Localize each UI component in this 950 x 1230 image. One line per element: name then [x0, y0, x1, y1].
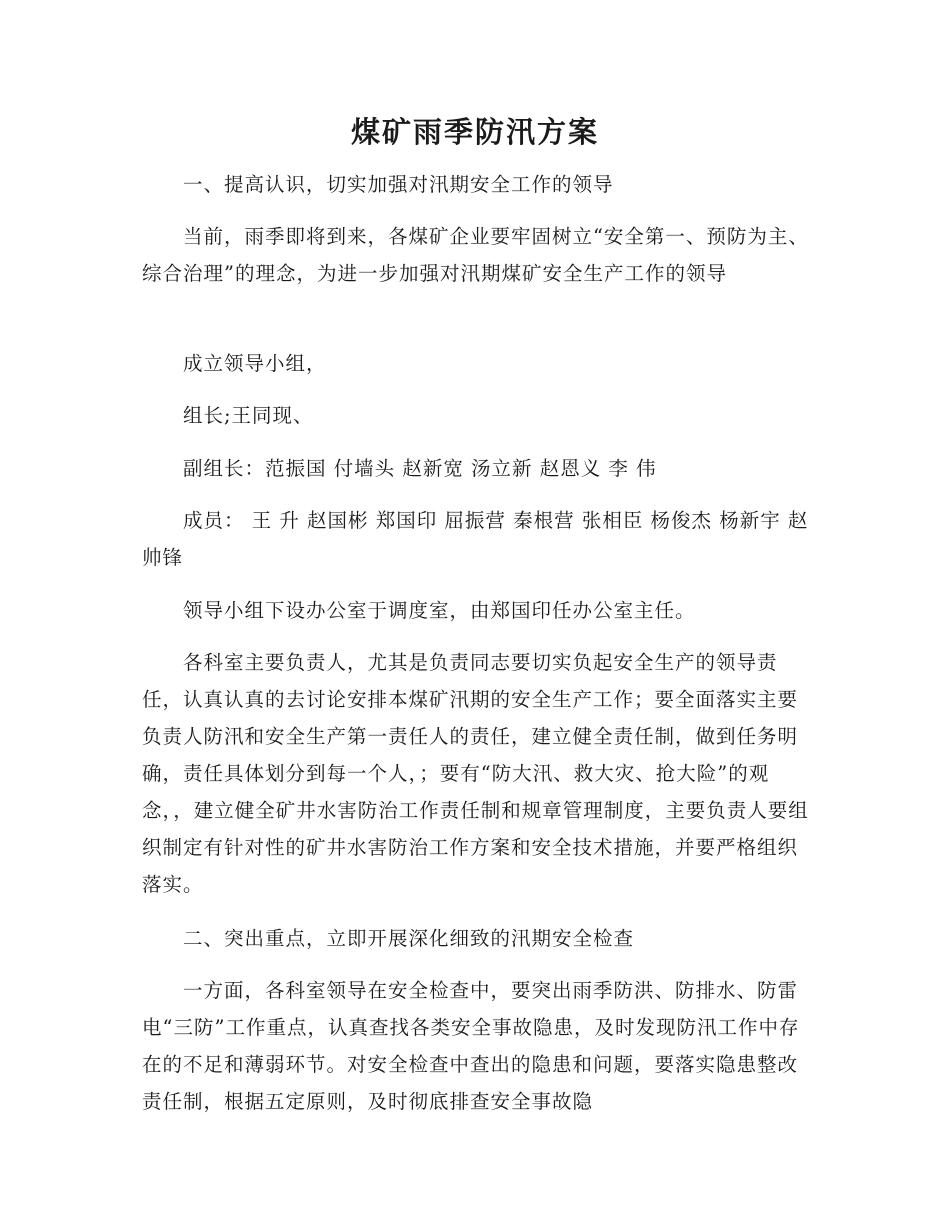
paragraph-group-leader: 组长;王同现、 — [182, 404, 314, 427]
paragraph-members: 成员： 王 升 赵国彬 郑国印 屈振营 秦根营 张相臣 杨俊杰 杨新宇 赵帅锋 — [142, 509, 809, 569]
section-heading-1: 一、提高认识，切实加强对汛期安全工作的领导 — [182, 173, 614, 196]
paragraph-inspection: 一方面，各科室领导在安全检查中，要突出雨季防洪、防排水、防雷电“三防”工作重点，认真查找各类安全事故隐患，及时发现防汛工作中存在的不足和薄弱环节。对安全检查中查出的隐患和问题，要落实隐患整改责任制，根据五定原则，及时彻底排查安全事故隐 — [142, 979, 800, 1113]
section-heading-2: 二、突出重点，立即开展深化细致的汛期安全检查 — [182, 927, 634, 950]
paragraph-intro: 当前，雨季即将到来，各煤矿企业要牢固树立“安全第一、预防为主、综合治理”的理念，为进一步加强对汛期煤矿安全生产工作的领导 — [142, 225, 809, 285]
paragraph-responsibility: 各科室主要负责人，尤其是负责同志要切实负起安全生产的领导责任，认真认真的去讨论安排本煤矿汛期的安全生产工作；要全面落实主要负责人防汛和安全生产第一责任人的责任，建立健全责任制，做到任务明确，责任具体划分到每一个人，；要有“防大汛、救大灾、抢大险”的观念，，建立健全矿井水害防治工作责任制和规章管理制度，主要负责人要组织制定有针对性的矿井水害防治工作方案和安全技术措施，并要严格组织落实。 — [142, 651, 809, 896]
paragraph-group-established: 成立领导小组， — [182, 352, 327, 375]
paragraph-deputy-leaders: 副组长：范振国 付墙头 赵新宽 汤立新 赵恩义 李 伟 — [182, 457, 657, 480]
document-title: 煤矿雨季防汛方案 — [350, 115, 599, 149]
paragraph-office: 领导小组下设办公室于调度室，由郑国印任办公室主任。 — [182, 599, 696, 622]
